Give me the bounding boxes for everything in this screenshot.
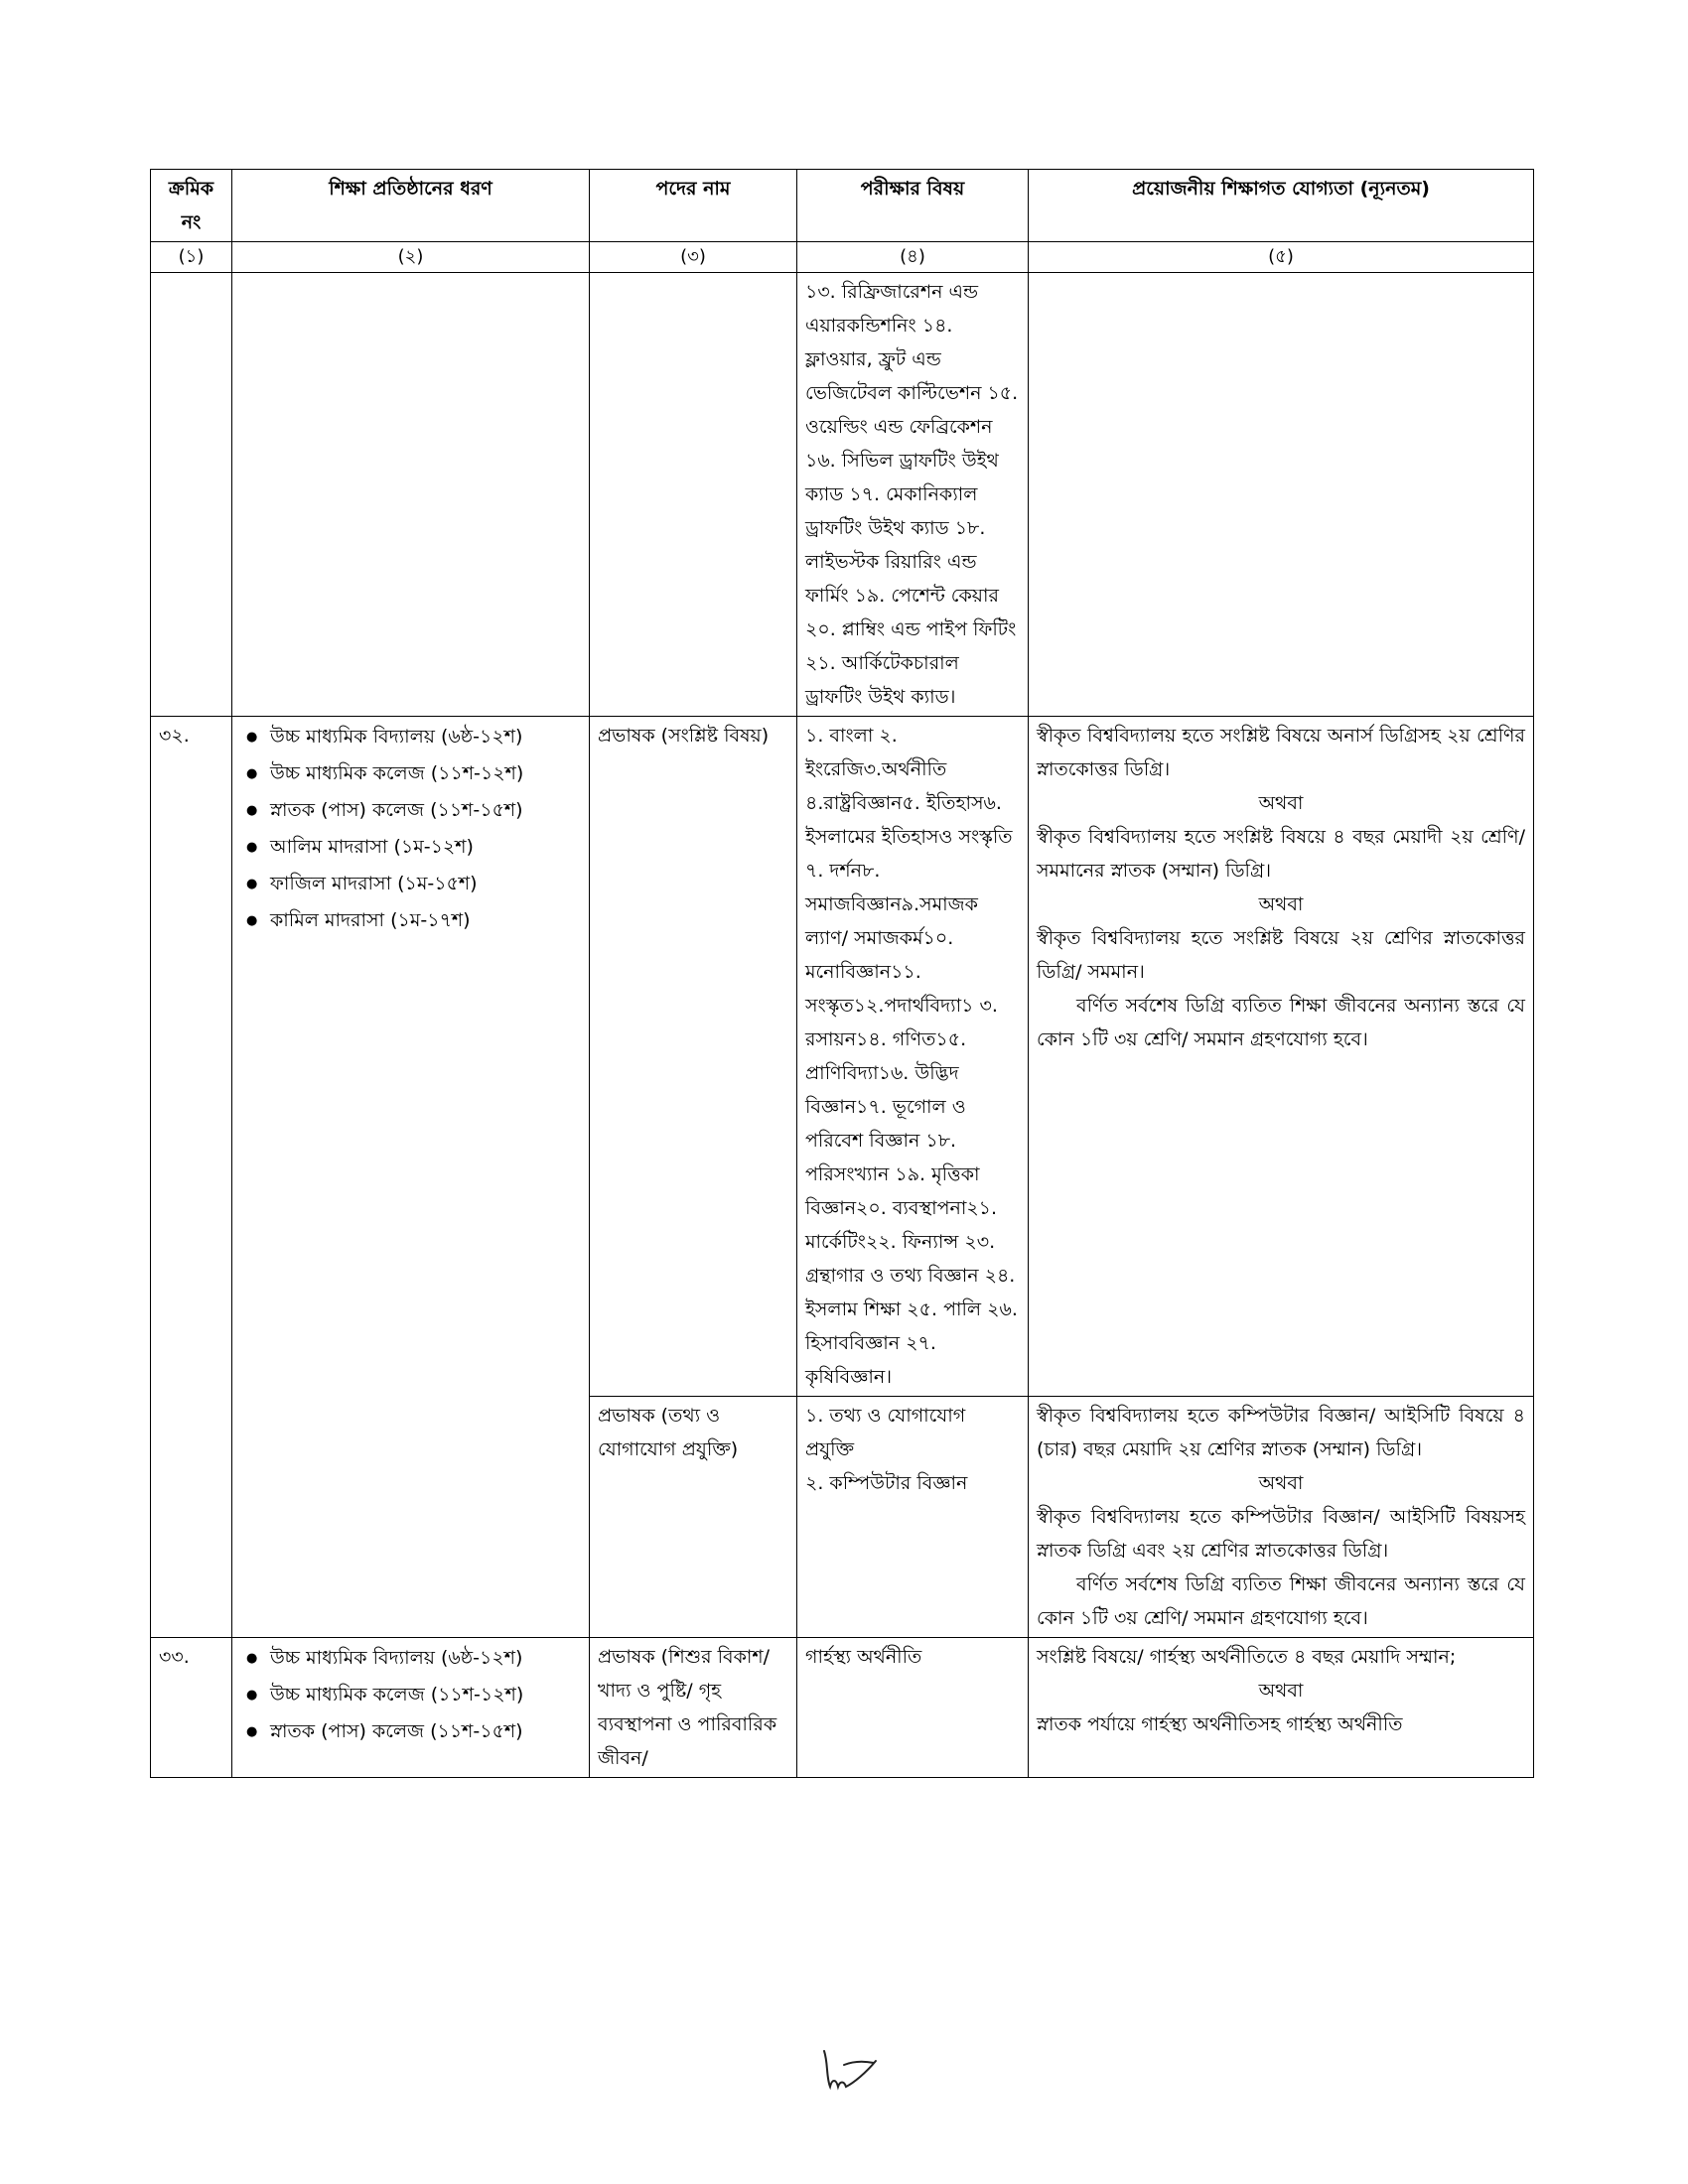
table-row-32-a [151,717,1534,1397]
institution-item: ● উচ্চ মাধ্যমিক বিদ্যালয় (৬ষ্ঠ-১২শ) [270,1640,581,1677]
table-header-row [151,170,1534,242]
header-qualification: প্রয়োজনীয় শিক্ষাগত যোগ্যতা (ন্যূনতম) [1029,170,1534,242]
qualification-33 [1029,1638,1534,1778]
cell-empty [1029,273,1534,717]
qualification-text: স্নাতক পর্যায়ে গার্হস্থ্য অর্থনীতিসহ গার্হস্থ্য অর্থনীতি [1037,1713,1403,1735]
subject-item: ১. তথ্য ও যোগাযোগ প্রযুক্তি [805,1405,966,1460]
cell-empty [151,273,232,717]
or-separator: অথবা [1258,792,1304,814]
institution-item: ● ফাজিল মাদরাসা (১ম-১৫শ) [270,866,581,902]
cell-empty [590,273,797,717]
qualification-text: স্বীকৃত বিশ্ববিদ্যালয় হতে সংশ্লিষ্ট বিষয়ে ৪ বছর মেয়াদী ২য় শ্রেণি/ সমমানের স্নাতক (সম্মান) ডিগ্রি। [1037,826,1525,882]
institution-item: ● স্নাতক (পাস) কলেজ (১১শ-১৫শ) [270,1713,581,1750]
col-number: (২) [232,242,590,273]
subject-list-32: ১. বাংলা ২. ইংরেজি৩.অর্থনীতি ৪.রাষ্ট্রবিজ্ঞান৫. ইতিহাস৬. ইসলামের ইতিহাসও সংস্কৃতি ৭. দর্শন৮. সমাজবিজ্ঞান৯.সমাজক ল্যাণ/ সমাজকর্ম১০. মনোবিজ্ঞান১১. সংস্কৃত১২.পদার্থবিদ্যা১ ৩. রসায়ন১৪. গণিত১৫. প্রাণিবিদ্যা১৬. উদ্ভিদ বিজ্ঞান১৭. ভূগোল ও পরিবেশ বিজ্ঞান ১৮. পরিসংখ্যান ১৯. মৃত্তিকা বিজ্ঞান২০. ব্যবস্থাপনা২১. মার্কেটিং২২. ফিন্যান্স ২৩. গ্রন্থাগার ও তথ্য বিজ্ঞান ২৪. ইসলাম শিক্ষা ২৫. পালি ২৬. হিসাববিজ্ঞান ২৭. কৃষিবিজ্ঞান। [797,717,1029,1397]
subject-item: ২. কম্পিউটার বিজ্ঞান [805,1472,968,1494]
header-subject: পরীক্ষার বিষয় [797,170,1029,242]
institution-item: ● উচ্চ মাধ্যমিক কলেজ (১১শ-১২শ) [270,755,581,792]
header-institution: শিক্ষা প্রতিষ্ঠানের ধরণ [232,170,590,242]
qualification-text: সংশ্লিষ্ট বিষয়ে/ গার্হস্থ্য অর্থনীতিতে ৪ বছর মেয়াদি সম্মান; [1037,1646,1457,1668]
post-lecturer-ict: প্রভাষক (তথ্য ও যোগাযোগ প্রযুক্তি) [590,1397,797,1638]
qualification-text: স্বীকৃত বিশ্ববিদ্যালয় হতে কম্পিউটার বিজ্ঞান/ আইসিটি বিষয়ে ৪ (চার) বছর মেয়াদি ২য় শ্রেণির স্নাতক (সম্মান) ডিগ্রি। [1037,1405,1525,1460]
table-row-33 [151,1638,1534,1778]
qualification-32-a [1029,717,1534,1397]
institution-item: ● স্নাতক (পাস) কলেজ (১১শ-১৫শ) [270,792,581,829]
institution-item: ● কামিল মাদরাসা (১ম-১৭শ) [270,902,581,939]
or-separator: অথবা [1258,893,1304,915]
post-lecturer-home-economics: প্রভাষক (শিশুর বিকাশ/ খাদ্য ও পুষ্টি/ গৃহ ব্যবস্থাপনা ও পারিবারিক জীবন/ [590,1638,797,1778]
qualification-text: স্বীকৃত বিশ্ববিদ্যালয় হতে সংশ্লিষ্ট বিষয়ে অনার্স ডিগ্রিসহ ২য় শ্রেণির স্নাতকোত্তর ডিগ্রি। [1037,725,1525,780]
col-number: (৪) [797,242,1029,273]
qualification-note: বর্ণিত সর্বশেষ ডিগ্রি ব্যতিত শিক্ষা জীবনের অন্যান্য স্তরে যে কোন ১টি ৩য় শ্রেণি/ সমমান গ্রহণযোগ্য হবে। [1037,1573,1525,1629]
subject-list-continued: ১৩. রিফ্রিজারেশন এন্ড এয়ারকন্ডিশনিং ১৪. ফ্লাওয়ার, ফ্রুট এন্ড ভেজিটেবল কাল্টিভেশন ১৫. ওয়েল্ডিং এন্ড ফেব্রিকেশন ১৬. সিভিল ড্রাফটিং উইথ ক্যাড ১৭. মেকানিক্যাল ড্রাফটিং উইথ ক্যাড ১৮. লাইভস্টক রিয়ারিং এন্ড ফার্মিং ১৯. পেশেন্ট কেয়ার ২০. প্লাম্বিং এন্ড পাইপ ফিটিং ২১. আর্কিটেকচারাল ড্রাফটিং উইথ ক্যাড। [797,273,1029,717]
table-row-continued [151,273,1534,717]
institution-list-33 [232,1638,590,1778]
qualification-note: বর্ণিত সর্বশেষ ডিগ্রি ব্যতিত শিক্ষা জীবনের অন্যান্য স্তরে যে কোন ১টি ৩য় শ্রেণি/ সমমান গ্রহণযোগ্য হবে। [1037,995,1525,1050]
subject-home-economics: গার্হস্থ্য অর্থনীতি [797,1638,1029,1778]
institution-item: ● উচ্চ মাধ্যমিক কলেজ (১১শ-১২শ) [270,1677,581,1713]
or-separator: অথবা [1258,1680,1304,1702]
qualification-text: স্বীকৃত বিশ্ববিদ্যালয় হতে কম্পিউটার বিজ্ঞান/ আইসিটি বিষয়সহ স্নাতক ডিগ্রি এবং ২য় শ্রেণির স্নাতকোত্তর ডিগ্রি। [1037,1506,1525,1562]
column-number-row [151,242,1534,273]
serial-33: ৩৩. [151,1638,232,1778]
qualification-text: স্বীকৃত বিশ্ববিদ্যালয় হতে সংশ্লিষ্ট বিষয়ে ২য় শ্রেণির স্নাতকোত্তর ডিগ্রি/ সমমান। [1037,927,1525,983]
col-number: (৫) [1029,242,1534,273]
post-lecturer-subject: প্রভাষক (সংশ্লিষ্ট বিষয়) [590,717,797,1397]
serial-32: ৩২. [151,717,232,1638]
institution-item: ● উচ্চ মাধ্যমিক বিদ্যালয় (৬ষ্ঠ-১২শ) [270,719,581,755]
header-serial: ক্রমিক নং [151,170,232,242]
institution-item: ● আলিম মাদরাসা (১ম-১২শ) [270,829,581,866]
or-separator: অথবা [1258,1472,1304,1494]
cell-empty [232,273,590,717]
qualification-table [150,169,1534,1778]
institution-list-32 [232,717,590,1638]
qualification-32-b [1029,1397,1534,1638]
header-post: পদের নাম [590,170,797,242]
col-number: (১) [151,242,232,273]
signature-mark [814,2043,884,2093]
col-number: (৩) [590,242,797,273]
subject-list-ict [797,1397,1029,1638]
